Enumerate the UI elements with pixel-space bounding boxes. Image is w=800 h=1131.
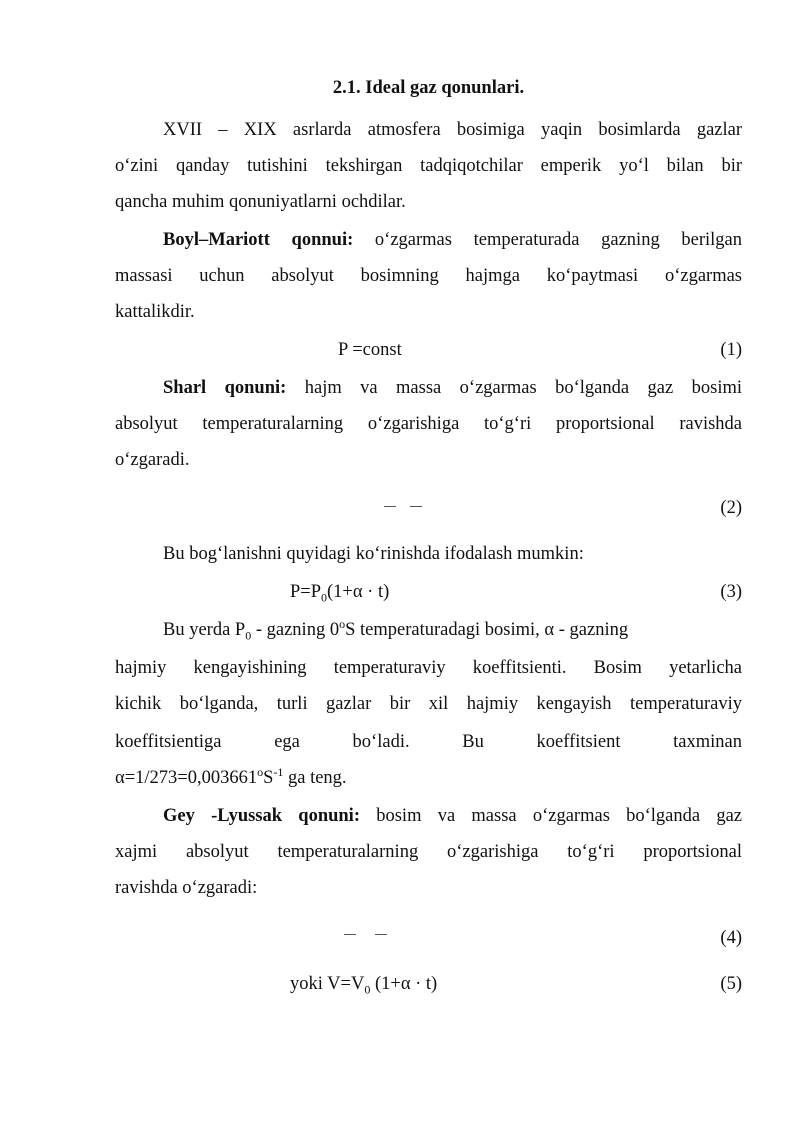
gaylussac-fraction-bar-right xyxy=(375,934,387,935)
gaylussac-line-1-text: bosim va massa o‘zgarmas bo‘lganda gaz xyxy=(360,806,743,826)
boyle-line-1-text: o‘zgarmas temperaturada gazning berilgan xyxy=(353,230,742,250)
gaylussac-line-1 xyxy=(163,802,742,830)
gaylussac-law-name: Gey -Lyussak qonuni: xyxy=(163,806,360,826)
equation-number-2: (2) xyxy=(720,498,742,518)
section-title-text: 2.1. Ideal gaz qonunlari. xyxy=(332,78,525,98)
intro-line-2: o‘zini qanday tutishini tekshirgan tadqiqotchilar emperik yo‘l bilan bir xyxy=(115,156,742,176)
charles-fraction-bar-right xyxy=(410,506,422,507)
explain-line-5: $\alpha=1/273=0,003661^oS^{-1}$ ga teng. xyxy=(115,764,347,788)
explain-line-3: kichik bo‘lganda, turli gazlar bir xil hajmiy kengayish temperaturaviy xyxy=(115,694,742,714)
explain-line-4: koeffitsientiga ega bo‘ladi. Bu koeffitsient taxminan xyxy=(115,732,742,752)
boyle-line-3: kattalikdir. xyxy=(115,302,195,322)
charles-line-3: o‘zgaradi. xyxy=(115,450,190,470)
equation-number-4: (4) xyxy=(720,928,742,948)
gaylussac-fraction-bar-left xyxy=(344,934,356,935)
gaylussac-formula-5: yoki $V=V_0$ (1+α · t) xyxy=(290,974,438,997)
gaylussac-line-2: xajmi absolyut temperaturalarning o‘zgarishiga to‘g‘ri proportsional xyxy=(115,842,742,862)
equation-number-1: (1) xyxy=(720,340,742,360)
explain-line-1: Bu yerda $P_0$ - gazning 0$^o$S temperaturadagi bosimi, α - gazning xyxy=(163,616,629,643)
intro-line-1: XVII – XIX asrlarda atmosfera bosimiga yaqin bosimlarda gazlar xyxy=(163,120,742,140)
boyle-line-2: massasi uchun absolyut bosimning hajmga ko‘paytmasi o‘zgarmas xyxy=(115,266,742,286)
section-title xyxy=(115,74,742,102)
charles-line-2: absolyut temperaturalarning o‘zgarishiga to‘g‘ri proportsional ravishda xyxy=(115,414,742,434)
gaylussac-line-3: ravishda o‘zgaradi: xyxy=(115,878,258,898)
relation-formula: $P=P_0(1+\alpha \cdot t)$ xyxy=(290,582,390,605)
charles-fraction-bar-left xyxy=(384,506,396,507)
charles-law-name: Sharl qonuni: xyxy=(163,378,287,398)
relation-text: Bu bog‘lanishni quyidagi ko‘rinishda ifodalash mumkin: xyxy=(163,544,584,564)
equation-number-3: (3) xyxy=(720,582,742,602)
charles-line-1 xyxy=(163,374,742,402)
explain-line-2: hajmiy kengayishining temperaturaviy koeffitsienti. Bosim yetarlicha xyxy=(115,658,742,678)
boyle-line-1 xyxy=(163,226,742,254)
boyle-formula: P =const xyxy=(338,340,402,360)
intro-line-3: qancha muhim qonuniyatlarni ochdilar. xyxy=(115,192,406,212)
boyle-law-name: Boyl–Mariott qonnui: xyxy=(163,230,354,250)
charles-line-1-text: hajm va massa o‘zgarmas bo‘lganda gaz bosimi xyxy=(286,378,742,398)
equation-number-5: (5) xyxy=(720,974,742,994)
